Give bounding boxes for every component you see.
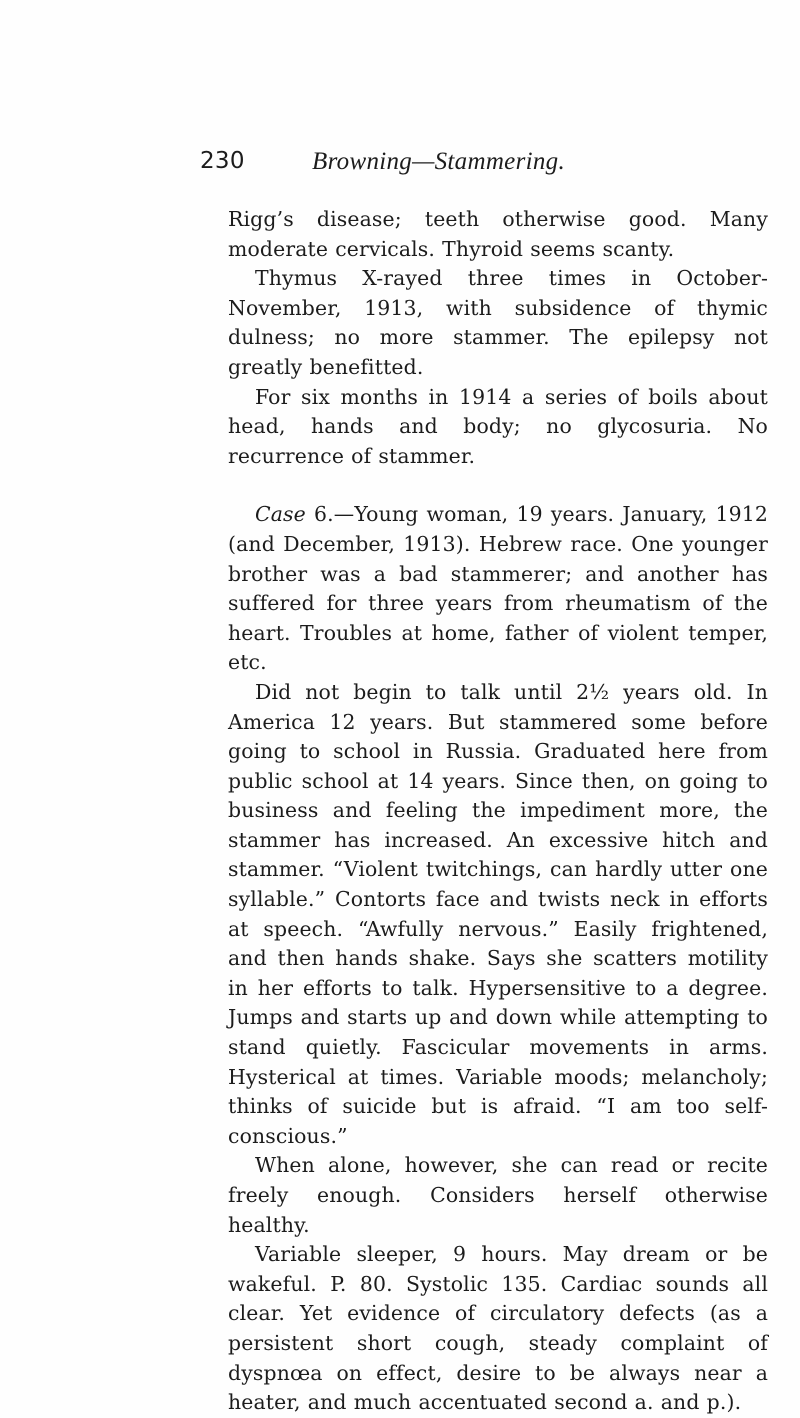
- paragraph-sleeper: Variable sleeper, 9 hours. May dream or be wakeful. P. 80. Systolic 135. Cardiac sounds all clear. Yet evidence of circulatory defects (as a persistent short cough, steady complaint of dyspnœa on effect, desire to be always near a heater, and much accentuated second a. and p.).: [228, 1242, 768, 1415]
- paragraph-boils: For six months in 1914 a series of boils about head, hands and body; no glycosuria. No recurrence of stammer.: [228, 384, 768, 468]
- paragraph-alone: When alone, however, she can read or recite freely enough. Considers herself otherwise healthy.: [228, 1153, 768, 1237]
- body-text: [228, 205, 768, 1418]
- running-head: [200, 148, 760, 188]
- paragraph-case-6: [228, 500, 768, 678]
- running-title: Browning—Stammering.: [312, 148, 565, 175]
- case-6-text: 6.—Young woman, 19 years. January, 1912 (and December, 1913). Hebrew race. One younger brother was a bad stammerer; and another has suffered for three years from rheumatism of the heart. Troubles at home, father of violent temper, etc.: [228, 502, 768, 675]
- case-label: Case: [255, 502, 306, 527]
- paragraph-thymus: Thymus X-rayed three times in October-November, 1913, with subsidence of thymic dulness; no more stammer. The epilepsy not greatly benefitted.: [228, 266, 768, 379]
- paragraph-rigg: Rigg’s disease; teeth otherwise good. Many moderate cervicals. Thyroid seems scanty.: [228, 207, 768, 261]
- paragraph-talk: Did not begin to talk until 2½ years old. In America 12 years. But stammered some before going to school in Russia. Graduated here from public school at 14 years. Since then, on going to business and feeling the impediment more, the stammer has increased. An excessive hitch and stammer. “Violent twitchings, can hardly utter one syllable.” Contorts face and twists neck in efforts at speech. “Awfully nervous.” Easily frightened, and then hands shake. Says she scatters motility in her efforts to talk. Hypersensitive to a degree. Jumps and starts up and down while attempting to stand quietly. Fascicular movements in arms. Hysterical at times. Variable moods; melancholy; thinks of suicide but is afraid. “I am too self-conscious.”: [228, 679, 768, 1148]
- page-number: 230: [200, 148, 245, 174]
